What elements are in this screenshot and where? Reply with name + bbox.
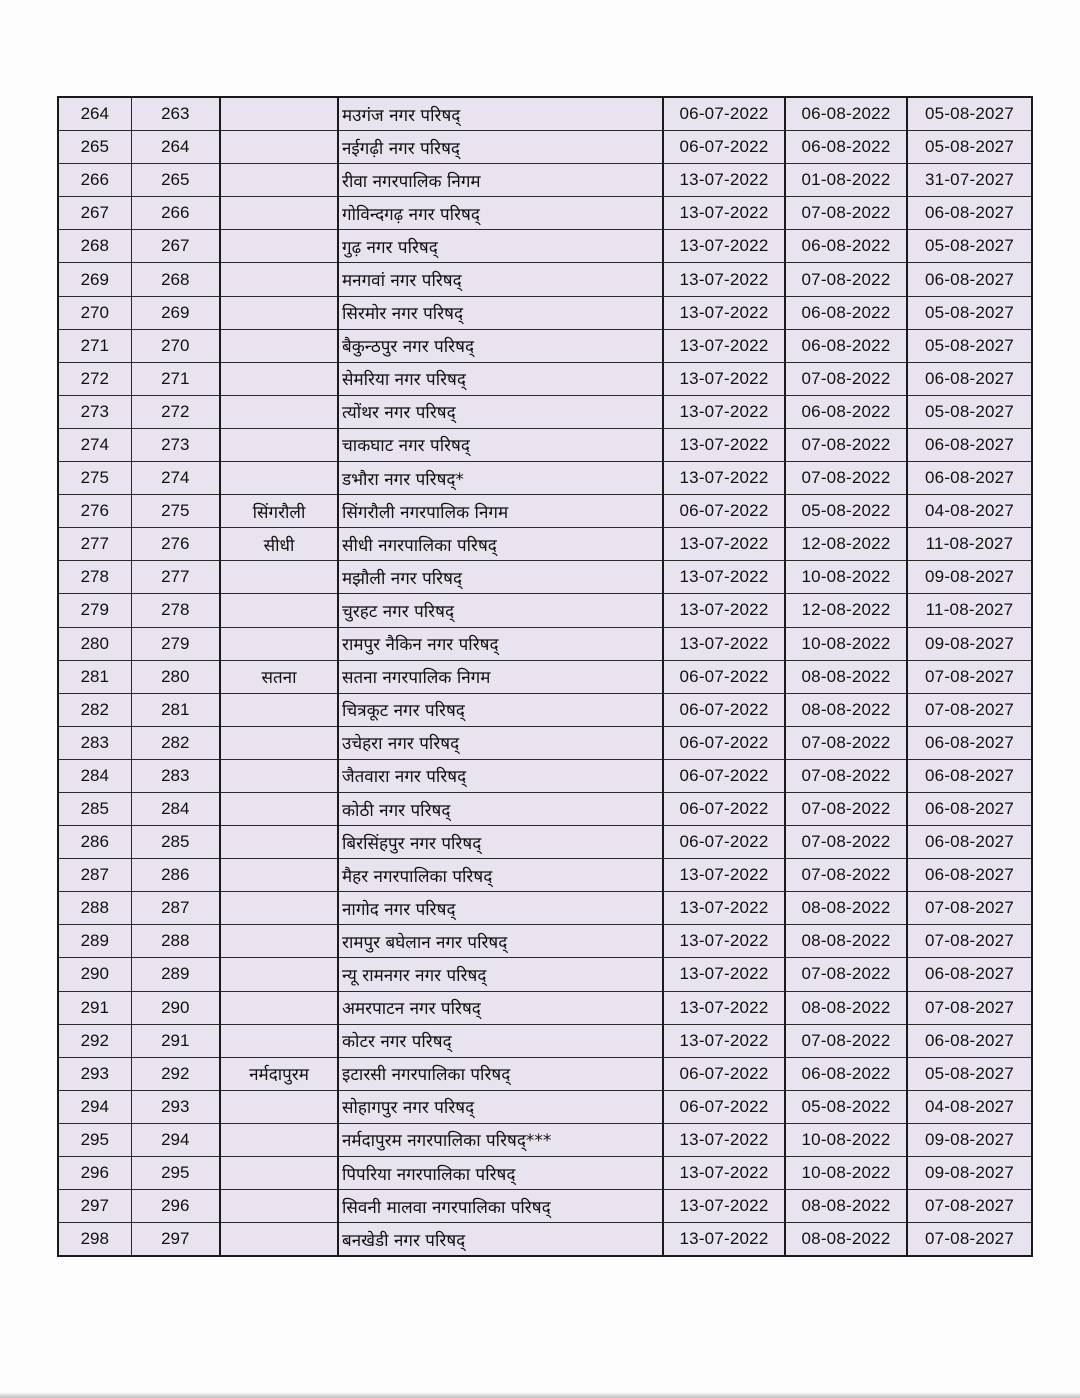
district-cell xyxy=(220,362,338,395)
serial-number-cell: 298 xyxy=(58,1223,131,1257)
district-cell: सिंगरौली xyxy=(220,495,338,528)
table-row xyxy=(58,362,1032,395)
table-row xyxy=(58,1024,1032,1057)
district-cell xyxy=(220,329,338,362)
body-number-cell: 270 xyxy=(131,329,220,362)
date-cell-1: 13-07-2022 xyxy=(663,230,785,263)
body-number-cell: 274 xyxy=(131,462,220,495)
date-cell-2: 07-08-2022 xyxy=(785,362,907,395)
table-row xyxy=(58,991,1032,1024)
date-cell-1: 13-07-2022 xyxy=(663,594,785,627)
body-number-cell: 263 xyxy=(131,97,220,131)
urban-body-name-cell: सतना नगरपालिक निगम xyxy=(338,660,663,693)
district-cell xyxy=(220,859,338,892)
urban-body-name-cell: जैतवारा नगर परिषद् xyxy=(338,759,663,792)
table-row xyxy=(58,726,1032,759)
table-row xyxy=(58,164,1032,197)
urban-body-name-cell: पिपरिया नगरपालिका परिषद् xyxy=(338,1157,663,1190)
urban-body-name-cell: सेमरिया नगर परिषद् xyxy=(338,362,663,395)
table-row xyxy=(58,528,1032,561)
date-cell-3: 06-08-2027 xyxy=(907,759,1032,792)
date-cell-2: 08-08-2022 xyxy=(785,991,907,1024)
date-cell-1: 13-07-2022 xyxy=(663,362,785,395)
date-cell-1: 13-07-2022 xyxy=(663,958,785,991)
date-cell-3: 06-08-2027 xyxy=(907,197,1032,230)
date-cell-3: 11-08-2027 xyxy=(907,594,1032,627)
body-number-cell: 286 xyxy=(131,859,220,892)
table-row xyxy=(58,627,1032,660)
district-cell xyxy=(220,296,338,329)
body-number-cell: 265 xyxy=(131,164,220,197)
date-cell-2: 05-08-2022 xyxy=(785,1090,907,1123)
date-cell-1: 06-07-2022 xyxy=(663,792,785,825)
date-cell-3: 05-08-2027 xyxy=(907,395,1032,428)
date-cell-2: 06-08-2022 xyxy=(785,296,907,329)
table-row xyxy=(58,263,1032,296)
table-row xyxy=(58,1223,1032,1257)
body-number-cell: 277 xyxy=(131,561,220,594)
date-cell-3: 06-08-2027 xyxy=(907,362,1032,395)
date-cell-3: 05-08-2027 xyxy=(907,296,1032,329)
serial-number-cell: 265 xyxy=(58,131,131,164)
date-cell-2: 06-08-2022 xyxy=(785,131,907,164)
serial-number-cell: 284 xyxy=(58,759,131,792)
body-number-cell: 266 xyxy=(131,197,220,230)
date-cell-2: 08-08-2022 xyxy=(785,660,907,693)
date-cell-2: 08-08-2022 xyxy=(785,693,907,726)
date-cell-1: 13-07-2022 xyxy=(663,1123,785,1156)
date-cell-3: 06-08-2027 xyxy=(907,1024,1032,1057)
serial-number-cell: 294 xyxy=(58,1090,131,1123)
serial-number-cell: 271 xyxy=(58,329,131,362)
body-number-cell: 271 xyxy=(131,362,220,395)
date-cell-2: 06-08-2022 xyxy=(785,230,907,263)
urban-body-name-cell: सिंगरौली नगरपालिक निगम xyxy=(338,495,663,528)
table-row xyxy=(58,1057,1032,1090)
body-number-cell: 278 xyxy=(131,594,220,627)
urban-body-name-cell: उचेहरा नगर परिषद् xyxy=(338,726,663,759)
date-cell-1: 13-07-2022 xyxy=(663,263,785,296)
serial-number-cell: 282 xyxy=(58,693,131,726)
urban-body-name-cell: मझौली नगर परिषद् xyxy=(338,561,663,594)
date-cell-2: 07-08-2022 xyxy=(785,428,907,461)
district-cell xyxy=(220,164,338,197)
body-number-cell: 290 xyxy=(131,991,220,1024)
body-number-cell: 295 xyxy=(131,1157,220,1190)
urban-body-name-cell: न्यू रामनगर नगर परिषद् xyxy=(338,958,663,991)
date-cell-2: 10-08-2022 xyxy=(785,1123,907,1156)
date-cell-2: 07-08-2022 xyxy=(785,826,907,859)
date-cell-2: 07-08-2022 xyxy=(785,859,907,892)
table-row xyxy=(58,859,1032,892)
district-cell xyxy=(220,726,338,759)
serial-number-cell: 279 xyxy=(58,594,131,627)
date-cell-3: 06-08-2027 xyxy=(907,792,1032,825)
date-cell-2: 07-08-2022 xyxy=(785,958,907,991)
date-cell-3: 05-08-2027 xyxy=(907,329,1032,362)
body-number-cell: 281 xyxy=(131,693,220,726)
date-cell-1: 13-07-2022 xyxy=(663,428,785,461)
date-cell-1: 13-07-2022 xyxy=(663,1223,785,1257)
date-cell-1: 13-07-2022 xyxy=(663,164,785,197)
body-number-cell: 293 xyxy=(131,1090,220,1123)
urban-body-name-cell: मैहर नगरपालिका परिषद् xyxy=(338,859,663,892)
urban-body-name-cell: त्योंथर नगर परिषद् xyxy=(338,395,663,428)
table-row xyxy=(58,428,1032,461)
date-cell-3: 07-08-2027 xyxy=(907,925,1032,958)
district-cell xyxy=(220,991,338,1024)
district-cell: सीधी xyxy=(220,528,338,561)
urban-body-name-cell: रामपुर बघेलान नगर परिषद् xyxy=(338,925,663,958)
district-cell xyxy=(220,131,338,164)
date-cell-1: 06-07-2022 xyxy=(663,1090,785,1123)
date-cell-2: 07-08-2022 xyxy=(785,263,907,296)
urban-body-name-cell: गुढ़ नगर परिषद् xyxy=(338,230,663,263)
table-row xyxy=(58,1190,1032,1223)
serial-number-cell: 296 xyxy=(58,1157,131,1190)
body-number-cell: 283 xyxy=(131,759,220,792)
table-row xyxy=(58,958,1032,991)
date-cell-2: 06-08-2022 xyxy=(785,329,907,362)
date-cell-1: 06-07-2022 xyxy=(663,495,785,528)
district-cell xyxy=(220,263,338,296)
date-cell-2: 07-08-2022 xyxy=(785,462,907,495)
table-row xyxy=(58,693,1032,726)
table-row xyxy=(58,97,1032,131)
table-row xyxy=(58,792,1032,825)
serial-number-cell: 287 xyxy=(58,859,131,892)
date-cell-2: 08-08-2022 xyxy=(785,892,907,925)
district-cell xyxy=(220,792,338,825)
body-number-cell: 275 xyxy=(131,495,220,528)
body-number-cell: 269 xyxy=(131,296,220,329)
date-cell-1: 13-07-2022 xyxy=(663,395,785,428)
table-row xyxy=(58,131,1032,164)
serial-number-cell: 285 xyxy=(58,792,131,825)
district-cell xyxy=(220,826,338,859)
date-cell-2: 12-08-2022 xyxy=(785,528,907,561)
table-row xyxy=(58,1157,1032,1190)
serial-number-cell: 276 xyxy=(58,495,131,528)
body-number-cell: 267 xyxy=(131,230,220,263)
date-cell-1: 06-07-2022 xyxy=(663,660,785,693)
district-cell xyxy=(220,759,338,792)
date-cell-2: 12-08-2022 xyxy=(785,594,907,627)
urban-body-name-cell: नागोद नगर परिषद् xyxy=(338,892,663,925)
serial-number-cell: 281 xyxy=(58,660,131,693)
date-cell-3: 04-08-2027 xyxy=(907,1090,1032,1123)
table-row xyxy=(58,892,1032,925)
body-number-cell: 282 xyxy=(131,726,220,759)
date-cell-1: 13-07-2022 xyxy=(663,561,785,594)
date-cell-3: 09-08-2027 xyxy=(907,627,1032,660)
urban-body-name-cell: रामपुर नैकिन नगर परिषद् xyxy=(338,627,663,660)
date-cell-2: 07-08-2022 xyxy=(785,1024,907,1057)
date-cell-2: 08-08-2022 xyxy=(785,1223,907,1257)
date-cell-3: 06-08-2027 xyxy=(907,462,1032,495)
serial-number-cell: 275 xyxy=(58,462,131,495)
date-cell-2: 07-08-2022 xyxy=(785,759,907,792)
date-cell-3: 06-08-2027 xyxy=(907,958,1032,991)
body-number-cell: 285 xyxy=(131,826,220,859)
urban-body-name-cell: डभौरा नगर परिषद्* xyxy=(338,462,663,495)
date-cell-3: 05-08-2027 xyxy=(907,1057,1032,1090)
table-row xyxy=(58,1090,1032,1123)
date-cell-1: 06-07-2022 xyxy=(663,726,785,759)
district-cell xyxy=(220,627,338,660)
date-cell-2: 10-08-2022 xyxy=(785,561,907,594)
serial-number-cell: 274 xyxy=(58,428,131,461)
urban-body-name-cell: गोविन्दगढ़ नगर परिषद् xyxy=(338,197,663,230)
urban-body-name-cell: मनगवां नगर परिषद् xyxy=(338,263,663,296)
district-cell xyxy=(220,428,338,461)
body-number-cell: 279 xyxy=(131,627,220,660)
date-cell-3: 06-08-2027 xyxy=(907,263,1032,296)
date-cell-1: 06-07-2022 xyxy=(663,97,785,131)
date-cell-3: 09-08-2027 xyxy=(907,1123,1032,1156)
table-row xyxy=(58,925,1032,958)
table-row xyxy=(58,495,1032,528)
body-number-cell: 287 xyxy=(131,892,220,925)
date-cell-1: 06-07-2022 xyxy=(663,693,785,726)
urban-body-name-cell: बैकुन्ठपुर नगर परिषद् xyxy=(338,329,663,362)
body-number-cell: 292 xyxy=(131,1057,220,1090)
date-cell-1: 13-07-2022 xyxy=(663,859,785,892)
serial-number-cell: 277 xyxy=(58,528,131,561)
district-cell xyxy=(220,892,338,925)
district-cell: नर्मदापुरम xyxy=(220,1057,338,1090)
date-cell-1: 06-07-2022 xyxy=(663,826,785,859)
serial-number-cell: 290 xyxy=(58,958,131,991)
body-number-cell: 288 xyxy=(131,925,220,958)
date-cell-1: 06-07-2022 xyxy=(663,759,785,792)
table-row xyxy=(58,826,1032,859)
urban-body-name-cell: अमरपाटन नगर परिषद् xyxy=(338,991,663,1024)
date-cell-3: 05-08-2027 xyxy=(907,131,1032,164)
table-row xyxy=(58,1123,1032,1156)
district-cell xyxy=(220,1190,338,1223)
date-cell-1: 13-07-2022 xyxy=(663,197,785,230)
date-cell-2: 06-08-2022 xyxy=(785,1057,907,1090)
serial-number-cell: 289 xyxy=(58,925,131,958)
serial-number-cell: 266 xyxy=(58,164,131,197)
date-cell-2: 01-08-2022 xyxy=(785,164,907,197)
date-cell-3: 06-08-2027 xyxy=(907,859,1032,892)
date-cell-3: 07-08-2027 xyxy=(907,991,1032,1024)
date-cell-3: 05-08-2027 xyxy=(907,230,1032,263)
urban-body-name-cell: चाकघाट नगर परिषद् xyxy=(338,428,663,461)
urban-body-name-cell: नर्मदापुरम नगरपालिका परिषद्*** xyxy=(338,1123,663,1156)
serial-number-cell: 286 xyxy=(58,826,131,859)
date-cell-2: 10-08-2022 xyxy=(785,627,907,660)
date-cell-3: 07-08-2027 xyxy=(907,1190,1032,1223)
district-cell xyxy=(220,197,338,230)
date-cell-1: 13-07-2022 xyxy=(663,329,785,362)
date-cell-1: 06-07-2022 xyxy=(663,131,785,164)
date-cell-2: 07-08-2022 xyxy=(785,726,907,759)
body-number-cell: 284 xyxy=(131,792,220,825)
body-number-cell: 276 xyxy=(131,528,220,561)
serial-number-cell: 292 xyxy=(58,1024,131,1057)
date-cell-3: 06-08-2027 xyxy=(907,826,1032,859)
date-cell-3: 04-08-2027 xyxy=(907,495,1032,528)
serial-number-cell: 269 xyxy=(58,263,131,296)
body-number-cell: 268 xyxy=(131,263,220,296)
urban-body-name-cell: सोहागपुर नगर परिषद् xyxy=(338,1090,663,1123)
date-cell-1: 13-07-2022 xyxy=(663,1024,785,1057)
serial-number-cell: 280 xyxy=(58,627,131,660)
serial-number-cell: 288 xyxy=(58,892,131,925)
urban-body-name-cell: चुरहट नगर परिषद् xyxy=(338,594,663,627)
serial-number-cell: 264 xyxy=(58,97,131,131)
district-cell xyxy=(220,1123,338,1156)
urban-body-name-cell: सीधी नगरपालिका परिषद् xyxy=(338,528,663,561)
table-row xyxy=(58,395,1032,428)
table-row xyxy=(58,296,1032,329)
date-cell-3: 06-08-2027 xyxy=(907,428,1032,461)
body-number-cell: 297 xyxy=(131,1223,220,1257)
serial-number-cell: 283 xyxy=(58,726,131,759)
date-cell-1: 13-07-2022 xyxy=(663,892,785,925)
district-cell xyxy=(220,1157,338,1190)
urban-body-name-cell: सिवनी मालवा नगरपालिका परिषद् xyxy=(338,1190,663,1223)
urban-body-name-cell: बिरसिंहपुर नगर परिषद् xyxy=(338,826,663,859)
date-cell-2: 06-08-2022 xyxy=(785,97,907,131)
date-cell-2: 08-08-2022 xyxy=(785,1190,907,1223)
date-cell-3: 07-08-2027 xyxy=(907,660,1032,693)
district-cell xyxy=(220,230,338,263)
serial-number-cell: 295 xyxy=(58,1123,131,1156)
date-cell-1: 13-07-2022 xyxy=(663,627,785,660)
date-cell-3: 31-07-2027 xyxy=(907,164,1032,197)
date-cell-3: 07-08-2027 xyxy=(907,1223,1032,1257)
serial-number-cell: 291 xyxy=(58,991,131,1024)
district-cell xyxy=(220,1024,338,1057)
urban-body-name-cell: चित्रकूट नगर परिषद् xyxy=(338,693,663,726)
date-cell-2: 05-08-2022 xyxy=(785,495,907,528)
body-number-cell: 296 xyxy=(131,1190,220,1223)
date-cell-2: 06-08-2022 xyxy=(785,395,907,428)
date-cell-3: 05-08-2027 xyxy=(907,97,1032,131)
serial-number-cell: 272 xyxy=(58,362,131,395)
table-row xyxy=(58,230,1032,263)
district-cell: सतना xyxy=(220,660,338,693)
district-cell xyxy=(220,1223,338,1257)
serial-number-cell: 268 xyxy=(58,230,131,263)
date-cell-3: 07-08-2027 xyxy=(907,693,1032,726)
serial-number-cell: 273 xyxy=(58,395,131,428)
date-cell-2: 07-08-2022 xyxy=(785,792,907,825)
table-row xyxy=(58,660,1032,693)
body-number-cell: 289 xyxy=(131,958,220,991)
date-cell-3: 06-08-2027 xyxy=(907,726,1032,759)
serial-number-cell: 270 xyxy=(58,296,131,329)
urban-body-name-cell: मउगंज नगर परिषद् xyxy=(338,97,663,131)
serial-number-cell: 278 xyxy=(58,561,131,594)
district-cell xyxy=(220,462,338,495)
body-number-cell: 273 xyxy=(131,428,220,461)
body-number-cell: 272 xyxy=(131,395,220,428)
date-cell-3: 09-08-2027 xyxy=(907,561,1032,594)
serial-number-cell: 297 xyxy=(58,1190,131,1223)
district-cell xyxy=(220,958,338,991)
date-cell-3: 09-08-2027 xyxy=(907,1157,1032,1190)
serial-number-cell: 267 xyxy=(58,197,131,230)
table-row xyxy=(58,561,1032,594)
urban-body-name-cell: इटारसी नगरपालिका परिषद् xyxy=(338,1057,663,1090)
serial-number-cell: 293 xyxy=(58,1057,131,1090)
table-row xyxy=(58,759,1032,792)
urban-body-name-cell: नईगढ़ी नगर परिषद् xyxy=(338,131,663,164)
table-row xyxy=(58,594,1032,627)
table-row xyxy=(58,197,1032,230)
date-cell-1: 13-07-2022 xyxy=(663,991,785,1024)
date-cell-1: 13-07-2022 xyxy=(663,1190,785,1223)
election-schedule-table xyxy=(57,96,1033,1257)
body-number-cell: 280 xyxy=(131,660,220,693)
table-row xyxy=(58,462,1032,495)
district-cell xyxy=(220,1090,338,1123)
date-cell-1: 13-07-2022 xyxy=(663,462,785,495)
table-row xyxy=(58,329,1032,362)
date-cell-2: 10-08-2022 xyxy=(785,1157,907,1190)
body-number-cell: 294 xyxy=(131,1123,220,1156)
body-number-cell: 264 xyxy=(131,131,220,164)
urban-body-name-cell: कोटर नगर परिषद् xyxy=(338,1024,663,1057)
urban-body-name-cell: रीवा नगरपालिक निगम xyxy=(338,164,663,197)
date-cell-1: 13-07-2022 xyxy=(663,296,785,329)
table-body xyxy=(58,97,1032,1256)
date-cell-1: 13-07-2022 xyxy=(663,1157,785,1190)
district-cell xyxy=(220,693,338,726)
date-cell-3: 11-08-2027 xyxy=(907,528,1032,561)
body-number-cell: 291 xyxy=(131,1024,220,1057)
district-cell xyxy=(220,395,338,428)
district-cell xyxy=(220,97,338,131)
urban-body-name-cell: सिरमोर नगर परिषद् xyxy=(338,296,663,329)
urban-body-name-cell: कोठी नगर परिषद् xyxy=(338,792,663,825)
date-cell-3: 07-08-2027 xyxy=(907,892,1032,925)
district-cell xyxy=(220,561,338,594)
date-cell-2: 07-08-2022 xyxy=(785,197,907,230)
date-cell-1: 13-07-2022 xyxy=(663,925,785,958)
date-cell-2: 08-08-2022 xyxy=(785,925,907,958)
urban-body-name-cell: बनखेडी नगर परिषद् xyxy=(338,1223,663,1257)
date-cell-1: 06-07-2022 xyxy=(663,1057,785,1090)
district-cell xyxy=(220,594,338,627)
district-cell xyxy=(220,925,338,958)
page-bottom-edge xyxy=(0,1392,1080,1398)
date-cell-1: 13-07-2022 xyxy=(663,528,785,561)
